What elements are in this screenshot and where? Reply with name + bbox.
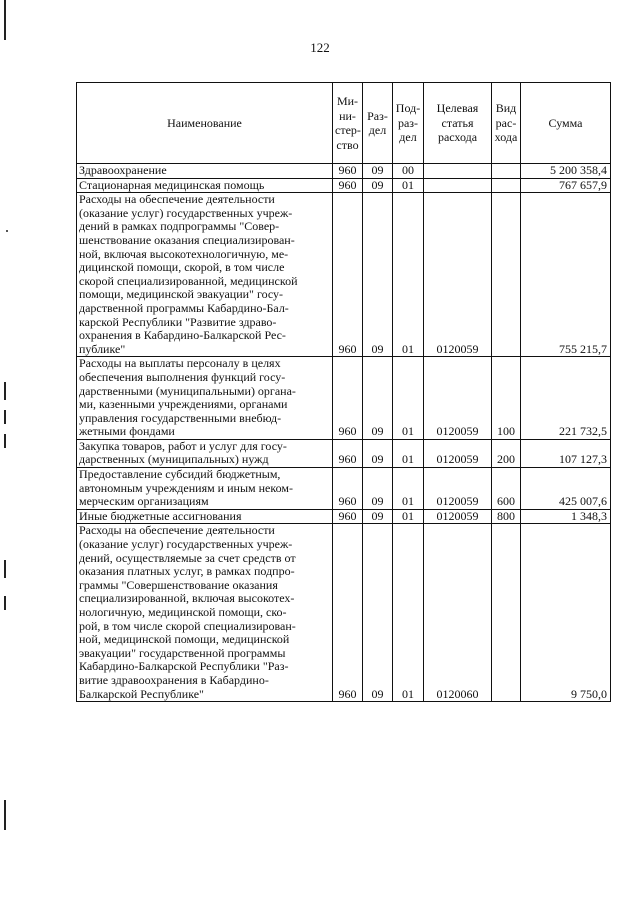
cell-ministry: 960 [333, 178, 363, 193]
margin-mark [4, 410, 6, 424]
cell-section: 09 [363, 164, 393, 179]
cell-sum: 107 127,3 [521, 439, 611, 467]
cell-type: 100 [492, 357, 521, 440]
header-ministry: Ми- ни- стер- ство [333, 83, 363, 164]
cell-type: 200 [492, 439, 521, 467]
cell-target [424, 164, 492, 179]
cell-section: 09 [363, 439, 393, 467]
cell-target: 0120059 [424, 468, 492, 510]
margin-mark [4, 800, 6, 830]
budget-table [76, 82, 611, 702]
table-row [77, 357, 611, 440]
cell-subsection: 01 [393, 178, 424, 193]
table-row [77, 178, 611, 193]
header-target: Целевая статья расхода [424, 83, 492, 164]
cell-name: Здравоохранение [77, 164, 333, 179]
cell-subsection: 01 [393, 193, 424, 357]
cell-sum: 1 348,3 [521, 509, 611, 524]
cell-sum: 755 215,7 [521, 193, 611, 357]
cell-name: Расходы на обеспечение деятельности (оказание услуг) государственных учреж- дений, осуществляемые за счет средств от оказания платных услуг, в рамках подпро- граммы "Совершенствование оказания специализированной, включая высокотех- нологичную, медицинской помощи, ско- рой, в том числе скорой специализирован- ной, медицинской помощи, медицинской эвакуации" государственной программы Кабардино-Балкарской Республики "Раз- витие здравоохранения в Кабардино- Балкарской Республике" [77, 524, 333, 702]
cell-name: Расходы на выплаты персоналу в целях обеспечения выполнения функций госу- дарственными (муниципальными) органа- ми, казенными учреждениями, органами управления государственными внебюд- жетными фондами [77, 357, 333, 440]
cell-sum: 9 750,0 [521, 524, 611, 702]
cell-section: 09 [363, 468, 393, 510]
header-subsection: Под- раз- дел [393, 83, 424, 164]
header-name: Наименование [77, 83, 333, 164]
cell-sum: 5 200 358,4 [521, 164, 611, 179]
table-header-row [77, 83, 611, 164]
cell-ministry: 960 [333, 524, 363, 702]
cell-name: Иные бюджетные ассигнования [77, 509, 333, 524]
cell-section: 09 [363, 357, 393, 440]
cell-name: Предоставление субсидий бюджетным, автономным учреждениям и иным неком- мерческим организациям [77, 468, 333, 510]
cell-ministry: 960 [333, 439, 363, 467]
cell-type [492, 164, 521, 179]
header-type: Вид рас- хода [492, 83, 521, 164]
cell-subsection: 00 [393, 164, 424, 179]
margin-mark [4, 434, 6, 448]
table-row [77, 164, 611, 179]
cell-section: 09 [363, 193, 393, 357]
margin-mark [6, 230, 8, 232]
cell-ministry: 960 [333, 357, 363, 440]
header-sum: Сумма [521, 83, 611, 164]
cell-type [492, 193, 521, 357]
cell-name: Закупка товаров, работ и услуг для госу- дарственных (муниципальных) нужд [77, 439, 333, 467]
cell-ministry: 960 [333, 193, 363, 357]
cell-sum: 425 007,6 [521, 468, 611, 510]
margin-mark [4, 560, 6, 578]
cell-target [424, 178, 492, 193]
cell-type: 800 [492, 509, 521, 524]
table-row [77, 468, 611, 510]
cell-subsection: 01 [393, 468, 424, 510]
cell-name: Расходы на обеспечение деятельности (оказание услуг) государственных учреж- дений в рамках подпрограммы "Совер- шенствование оказания специализирован- ной, включая высокотехнологичную, ме- дицинской помощи, скорой, в том числе скорой специализированной, медицинской помощи, медицинской эвакуации" госу- дарственной программы Кабардино-Бал- карской Республики "Развитие здраво- охранения в Кабардино-Балкарской Рес- публике" [77, 193, 333, 357]
page-number: 122 [310, 40, 330, 55]
margin-mark [4, 596, 6, 610]
margin-mark [4, 0, 6, 40]
cell-name: Стационарная медицинская помощь [77, 178, 333, 193]
cell-ministry: 960 [333, 509, 363, 524]
cell-section: 09 [363, 524, 393, 702]
cell-target: 0120059 [424, 357, 492, 440]
cell-subsection: 01 [393, 439, 424, 467]
cell-type [492, 178, 521, 193]
cell-target: 0120059 [424, 439, 492, 467]
cell-target: 0120059 [424, 509, 492, 524]
cell-type: 600 [492, 468, 521, 510]
table-body [77, 164, 611, 702]
cell-sum: 767 657,9 [521, 178, 611, 193]
cell-type [492, 524, 521, 702]
table-row [77, 439, 611, 467]
margin-mark [4, 382, 6, 400]
cell-subsection: 01 [393, 357, 424, 440]
table-row [77, 509, 611, 524]
cell-section: 09 [363, 178, 393, 193]
cell-section: 09 [363, 509, 393, 524]
cell-target: 0120059 [424, 193, 492, 357]
header-section: Раз- дел [363, 83, 393, 164]
budget-table-container [76, 82, 610, 702]
cell-subsection: 01 [393, 524, 424, 702]
cell-target: 0120060 [424, 524, 492, 702]
cell-subsection: 01 [393, 509, 424, 524]
cell-ministry: 960 [333, 164, 363, 179]
cell-ministry: 960 [333, 468, 363, 510]
table-row [77, 524, 611, 702]
table-row [77, 193, 611, 357]
cell-sum: 221 732,5 [521, 357, 611, 440]
